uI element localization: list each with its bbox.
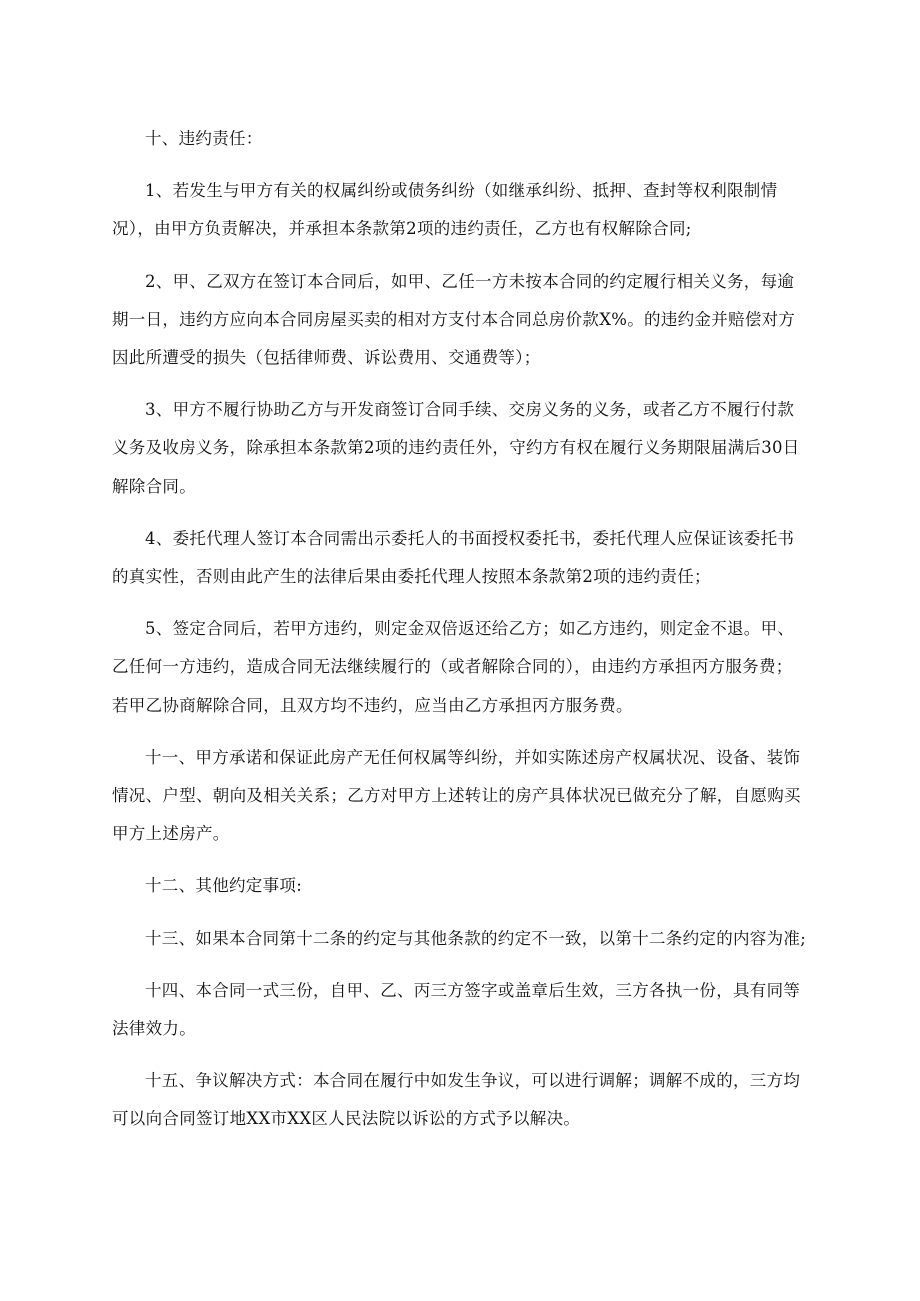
contract-page: [112, 120, 808, 1153]
section-15: 十五、争议解决方式：本合同在履行中如发生争议，可以进行调解；调解不成的，三方均可以向合同签订地XX市XX区人民法院以诉讼的方式予以解决。: [112, 1071, 801, 1129]
clause-10-4: 4、委托代理人签订本合同需出示委托人的书面授权委托书，委托代理人应保证该委托书的真实性，否则由此产生的法律后果由委托代理人按照本条款第2项的违约责任；: [112, 528, 795, 587]
clause-10-1: 1、若发生与甲方有关的权属纠纷或债务纠纷（如继承纠纷、抵押、查封等权利限制情况），由甲方负责解决，并承担本条款第2项的违约责任，乙方也有权解除合同;: [112, 181, 778, 239]
clause-10-3: 3、甲方不履行协助乙方与开发商签订合同手续、交房义务的义务，或者乙方不履行付款义务及收房义务，除承担本条款第2项的违约责任外，守约方有权在履行义务期限届满后30日解除合同。: [112, 400, 800, 496]
section-11: 十一、甲方承诺和保证此房产无任何权属等纠纷，并如实陈述房产权属状况、设备、装饰情况、户型、朝向及相关关系；乙方对甲方上述转让的房产具体状况已做充分了解，自愿购买甲方上述房产。: [112, 747, 801, 844]
section-10-heading: 十、违约责任：: [145, 129, 263, 148]
section-14: 十四、本合同一式三份，自甲、乙、丙三方签字或盖章后生效，三方各执一份，具有同等法律效力。: [112, 980, 801, 1039]
clause-10-5: 5、签定合同后，若甲方违约，则定金双倍返还给乙方；如乙方违约，则定金不退。甲、乙任何一方违约，造成合同无法继续履行的（或者解除合同的），由违约方承担丙方服务费；若甲乙协商解除合同，且双方均不违约，应当由乙方承担丙方服务费。: [112, 619, 795, 715]
section-13: 十三、如果本合同第十二条的约定与其他条款的约定不一致，以第十二条约定的内容为准;: [145, 928, 807, 948]
clause-10-2: 2、甲、乙双方在签订本合同后，如甲、乙任一方未按本合同的约定履行相关义务，每逾期一日，违约方应向本合同房屋买卖的相对方支付本合同总房价款X%。的违约金并赔偿对方因此所遭受的损失（包括律师费、诉讼费用、交通费等）；: [112, 271, 796, 368]
section-12: 十二、其他约定事项:: [145, 876, 303, 896]
